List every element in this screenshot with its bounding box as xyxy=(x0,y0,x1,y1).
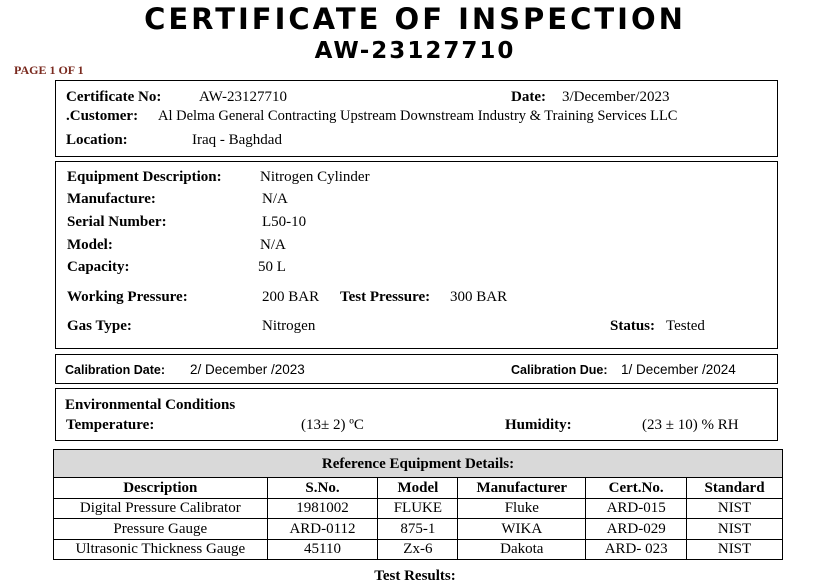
model-label: Model: xyxy=(67,237,113,253)
column-header: Manufacturer xyxy=(458,478,586,499)
column-header: Description xyxy=(54,478,268,499)
table-row xyxy=(54,498,783,519)
working-pressure-label: Working Pressure: xyxy=(67,289,188,305)
test-results-heading: Test Results: xyxy=(374,568,456,584)
table-cell: 1981002 xyxy=(267,498,378,519)
table-cell: Zx-6 xyxy=(378,539,458,560)
table-cell: Ultrasonic Thickness Gauge xyxy=(54,539,268,560)
cert-no-label: Certificate No: xyxy=(66,89,162,105)
table-cell: 875-1 xyxy=(378,519,458,540)
calibration-due-label: Calibration Due: xyxy=(511,363,608,377)
table-cell: 45110 xyxy=(267,539,378,560)
calibration-date-value: 2/ December /2023 xyxy=(190,362,305,377)
certificate-id-heading: AW-23127710 xyxy=(314,38,516,64)
manufacture-label: Manufacture: xyxy=(67,191,156,207)
table-cell: WIKA xyxy=(458,519,586,540)
reference-table-heading: Reference Equipment Details: xyxy=(54,450,783,478)
location-label: Location: xyxy=(66,132,128,148)
table-cell: NIST xyxy=(687,539,783,560)
column-header: Standard xyxy=(687,478,783,499)
humidity-label: Humidity: xyxy=(505,417,572,433)
table-cell: Pressure Gauge xyxy=(54,519,268,540)
model-value: N/A xyxy=(260,237,286,253)
table-cell: ARD-0112 xyxy=(267,519,378,540)
gas-type-label: Gas Type: xyxy=(67,318,132,334)
status-value: Tested xyxy=(666,318,705,334)
table-cell: NIST xyxy=(687,519,783,540)
capacity-label: Capacity: xyxy=(67,259,130,275)
table-cell: FLUKE xyxy=(378,498,458,519)
gas-type-value: Nitrogen xyxy=(262,318,316,334)
cert-no-value: AW-23127710 xyxy=(199,89,287,105)
table-cell: Digital Pressure Calibrator xyxy=(54,498,268,519)
certificate-title: CERTIFICATE OF INSPECTION xyxy=(144,2,686,36)
environment-heading: Environmental Conditions xyxy=(65,397,236,413)
test-pressure-value: 300 BAR xyxy=(450,289,508,305)
location-value: Iraq - Baghdad xyxy=(192,132,282,148)
reference-equipment-table xyxy=(53,449,783,560)
table-cell: ARD-029 xyxy=(586,519,687,540)
temperature-label: Temperature: xyxy=(66,417,155,433)
status-label: Status: xyxy=(610,318,656,334)
equipment-desc-label: Equipment Description: xyxy=(67,169,222,185)
column-header: Model xyxy=(378,478,458,499)
page-indicator: PAGE 1 OF 1 xyxy=(14,63,84,77)
manufacture-value: N/A xyxy=(262,191,288,207)
equipment-desc-value: Nitrogen Cylinder xyxy=(260,169,370,185)
table-header-row xyxy=(54,478,783,499)
customer-label: .Customer: xyxy=(66,108,139,124)
humidity-value: (23 ± 10) % RH xyxy=(642,417,739,433)
test-pressure-label: Test Pressure: xyxy=(340,289,431,305)
table-cell: ARD-015 xyxy=(586,498,687,519)
calibration-date-label: Calibration Date: xyxy=(65,363,166,377)
table-row xyxy=(54,539,783,560)
table-cell: ARD- 023 xyxy=(586,539,687,560)
serial-value: L50-10 xyxy=(262,214,307,230)
calibration-due-value: 1/ December /2024 xyxy=(621,362,736,377)
table-cell: Fluke xyxy=(458,498,586,519)
column-header: Cert.No. xyxy=(586,478,687,499)
customer-value: Al Delma General Contracting Upstream Downstream Industry & Training Services LLC xyxy=(158,108,678,124)
serial-label: Serial Number: xyxy=(67,214,167,230)
table-row xyxy=(54,519,783,540)
working-pressure-value: 200 BAR xyxy=(262,289,320,305)
temperature-value: (13± 2) ºC xyxy=(301,417,364,433)
date-label: Date: xyxy=(511,89,546,105)
date-value: 3/December/2023 xyxy=(562,89,670,105)
capacity-value: 50 L xyxy=(258,259,286,275)
table-cell: Dakota xyxy=(458,539,586,560)
column-header: S.No. xyxy=(267,478,378,499)
table-cell: NIST xyxy=(687,498,783,519)
